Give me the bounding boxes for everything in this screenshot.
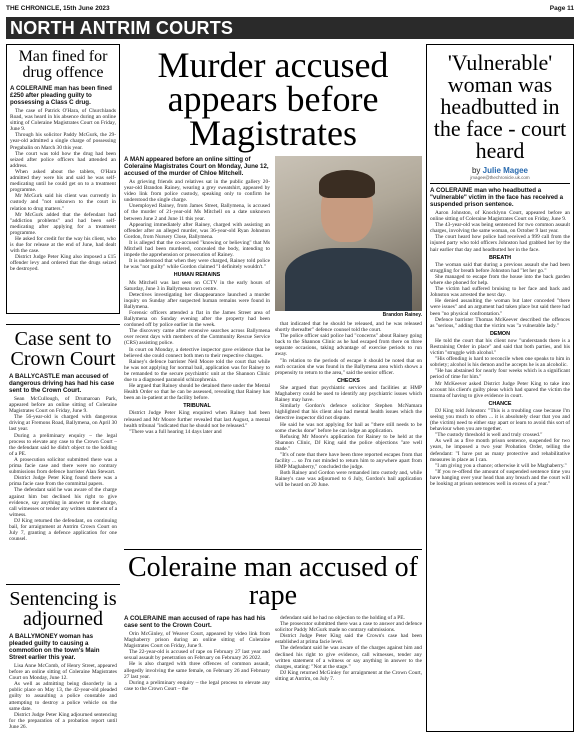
lede: A COLERAINE man has been fined £250 after pleading guilty to possessing a Class C drug.: [10, 85, 112, 106]
lede: A BALLYMONEY woman has pleaded guilty to causing a commotion on the town's Main Street earlier this year.: [9, 633, 100, 661]
paragraph: DJ King told Johnston: "This is a troubling case because I'm seeing you much to often ... it is absolutely clear that you and (the victim) need to either stay apart or learn to avoid this sort of behaviour when you are together.: [430, 407, 570, 433]
subheading: TRIBUNAL: [183, 403, 211, 410]
story-murder-accused: [124, 45, 422, 489]
paragraph: Similarly Gordon's defence solicitor Stephen McNamara highlighted that his client also had mental health issues which the detective inspector did not dispute.: [275, 403, 422, 422]
paragraph: "His offending is hard to reconcile when one speaks to him in sobriety; alcohol is his demon and he accepts he is an alcoholic.: [430, 356, 570, 369]
paragraph: "He has abstained for nearly four weeks which is a significant period of time for him.": [430, 368, 570, 381]
paragraph: The defendant said he was aware of the charge against him but declined his right to give evidence, say anything in answer to the charge, call witnesses or tender any written statement of a witness.: [9, 487, 117, 518]
article-body: [10, 108, 116, 273]
paragraph: "I am giving you a chance; otherwise it will be Maghaberry.": [435, 462, 567, 469]
defendant-photo: [275, 156, 422, 311]
subheading: DEMON: [489, 330, 511, 337]
paragraph: Detectives investigating her disappearance launched a murder inquiry on Sunday after suspected human remains were found in Ballymena.: [124, 291, 270, 310]
paragraph: Aaron Johnston, of Knocklynn Court, appeared before an online sitting of Coleraine Magistrates Court on Friday, June 9.: [430, 210, 570, 223]
story-headbutt: [426, 44, 574, 732]
paragraph: The 56-year-old is charged with dangerous driving at Fremons Road, Ballymena, on April 30 last year.: [9, 414, 117, 433]
article-body: [9, 663, 117, 730]
paragraph: "In relation to the periods of escape it should be noted that on each occasion she was found in the Ballymena area which shows a propensity to return to the area," said the senior officer.: [275, 357, 422, 376]
paragraph: The police officer said police had "concerns" about Rainey going back to the Shannon Clinic as he had escaped from there on three separate occasions, taking advantage of exercise periods to run away.: [275, 333, 422, 358]
paragraph: Orin McGinley, of Weaver Court, appeared by video link from Maghaberry prison during an online sitting of Coleraine Magistrates Court on Friday, June 9.: [124, 631, 270, 650]
paragraph: As well as admitting being disorderly in a public place on May 13, the 42-year-old pleaded guilty to assaulting a police constable and attempting to destroy a police vehicle on the same date.: [9, 681, 117, 712]
author-email[interactable]: jmagee@thechronicle.uk.com: [470, 175, 530, 180]
paragraph: The prosecutor submitted there was a case to answer and defence solicitor Paddy McGurk made no contrary submissions.: [275, 621, 422, 634]
paragraph: District Judge Peter King found there was a prima facie case from the committal papers.: [9, 475, 117, 488]
article-body: [9, 396, 117, 542]
article-body: [124, 631, 270, 692]
paragraph: He said he was not applying for bail as "there still needs to be some checks done" before he can lodge an application.: [275, 421, 422, 434]
paragraph: He is also charged with three offences of common assault, allegedly involving the same female, on February 26 and February 27 last year.: [124, 661, 270, 680]
story-crown-court: [6, 324, 120, 579]
column-right: [426, 44, 574, 733]
paragraph: The discovery came after extensive searches across Ballymena over recent days with members of the Community Rescue Service (CRS) assisting police.: [124, 328, 270, 347]
paragraph: "The custody threshold is well and truly crossed.": [435, 432, 543, 439]
headline: Man fined for drug offence: [18, 48, 108, 81]
photo-caption: Brandon Rainey.: [382, 312, 422, 318]
lede: A COLERAINE man accused of rape has had his case sent to the Crown Court.: [124, 615, 266, 629]
byline-prefix: by: [471, 166, 481, 175]
paragraph: District Judge Peter King adjourned sentencing for the preparation of a probation report until June 26.: [9, 711, 117, 730]
paragraph: Mr McKeever asked District Judge Peter King to take into account his client's guilty pleas which had spared the victim the trauma of having to give evidence in court.: [430, 380, 570, 399]
paragraph: Sean McCullough, of Drumaroan Park, appeared before an online sitting of Coleraine Magistrates Court on Friday, June 9.: [9, 396, 117, 415]
paragraph: "It's of note that there have been three reported escapes from that facility ... so I'm not minded to return him to anywhere apart from HMP Maghaberry," concluded the judge.: [275, 451, 422, 471]
paragraph: It is alleged that the co-accused "knowing or believing" that Ms Mitchell had been murdered, concealed the body, intending to impede the apprehension or prosecution of Rainey.: [124, 239, 270, 259]
paragraph: The defendant said he was aware of the charges against him and declined his right to give evidence, call witnesses, tender any written statement of a witness or say anything in answer to the charges, stating: "Not at the stage.": [275, 645, 422, 670]
headline: 'Vulnerable' woman was headbutted in the face - court heard: [433, 50, 567, 163]
paragraph: He denied assaulting the woman but later conceded "there were issues" and an argument had taken place but said there had been "no physical confrontation.": [430, 298, 570, 317]
paragraph: District Judge Peter King said the Crown's case had been established at prima facie level.: [275, 633, 422, 646]
lede: A MAN appeared before an online sitting of Coleraine Magistrates Court on Monday, June 12, accused of the murder of Chloe Mitchell.: [124, 156, 269, 177]
paragraph: A prosecution solicitor submitted there was a prima facie case and there were no contrary submissions from defence barrister Alan Stewart.: [9, 456, 117, 476]
byline-name: Julie Magee: [482, 166, 529, 175]
paragraph: The court was told how the drug had been seized after police officers had attended an address.: [10, 150, 116, 169]
paragraph: Forensic officers attended a flat in the James Street area of Ballymena on Sunday evening after the property had been cordoned off by police earlier in the week.: [124, 309, 270, 329]
story-drug-offence: [6, 44, 120, 314]
section-banner: NORTH ANTRIM COURTS: [6, 17, 574, 39]
paragraph: He told the court that his client now "understands there is a Restraining Order in place" and said that both parties, and his victim "struggle with alcohol.": [430, 337, 570, 357]
paragraph: defendant said he had no objection to the holding of a PE.: [280, 615, 405, 621]
paragraph: "If you re-offend the amount of suspended sentence time you have hanging over your head than any breach and the court will be looking at prison sentences well in excess of a year.": [430, 468, 570, 488]
paragraph: "There was a full hearing 14 days later and: [129, 428, 222, 435]
article-body: [124, 179, 270, 435]
subheading: CHANCE: [488, 400, 512, 407]
lede: A COLERAINE man who headbutted a "vulnerable" victim in the face has received a suspended prison sentence.: [430, 187, 564, 208]
paragraph: During a preliminary enquiry – the legal process to elevate any case to the Crown Court – the: [124, 679, 270, 692]
paragraph: It is understood that when they were charged, Rainey told police he was "not guilty" while Gordon claimed "I definitely wouldn't.": [124, 258, 270, 271]
paragraph: Unemployed Rainey, from James Street, Ballymena, is accused of the murder of 21-year-old Ms Mitchell on a date unknown between June 2 and June 11 this year.: [124, 203, 270, 222]
article-body: [430, 210, 570, 487]
paragraph: The court heard how police had received a 999 call from the injured party who told officers Johnston had grabbed her by the hair earlier that day and headbutted her in the face.: [430, 234, 570, 253]
paragraph: As well as a five month prison sentence, suspended for two years, he imposed a two year Probation Order, telling the defendant: "I have put as many protective and rehabilitative measures in place as I can.: [430, 438, 570, 463]
paragraph: He asked for credit for the way his client, who is due for release at the end of June, had dealt with the case.: [10, 235, 116, 255]
paragraph: She managed to escape from the house into the back garden where she phoned for help.: [430, 273, 570, 287]
paragraph: Appearing immediately after Rainey, charged with assisting an offender after an alleged murder, was 36-year-old Ryan Johnston Gordon, from Nursery Close, Ballymena.: [124, 221, 270, 240]
paragraph: Through his solicitor Paddy McGurk, the 29-year-old admitted a single charge of possessing Pregabalin on March 30 this year.: [10, 132, 116, 151]
lede: A BALLYCASTLE man accused of dangerous driving has had his case sent to the Crown Court.: [9, 373, 115, 394]
headline: Case sent to Crown Court: [10, 328, 116, 370]
masthead: [6, 2, 574, 14]
headline: Murder accused appears before Magistrates: [157, 45, 389, 153]
article-body: [275, 615, 422, 682]
paragraph: Refusing Mr Moore's application for Rainey to be held at the Shannon Clinic, DJ King said the police objections "are well made.": [275, 433, 422, 452]
paragraph: She argued that psychiatric services and facilities at HMP Maghaberry could be used to identify any psychiatric issues which Rainey may have.: [275, 384, 422, 404]
paragraph: Lisa Anne McComb, of Henry Street, appeared before an online sitting of Coleraine Magistrates Court on Monday, June 12.: [9, 663, 117, 682]
article-body: [275, 321, 422, 489]
column-center: [124, 44, 422, 733]
paragraph: During a preliminary enquiry – the legal process to elevate any case to the Crown Court – the defendant said he didn't object to the holding of a PE.: [9, 432, 117, 457]
masthead-page: Page 11: [549, 4, 574, 12]
byline: [430, 166, 570, 175]
masthead-paper: THE CHRONICLE, 15th June 2023: [6, 4, 110, 12]
paragraph: DJ King returned McGinley for arraignment at the Crown Court, sitting at Antrim, on July 7.: [275, 669, 422, 682]
subheading: BREATH: [488, 254, 512, 261]
paragraph: Rainey's defence barrister Neil Moore told the court that while he was not applying for normal bail, application was for Rainey to be remanded to the secure psychiatric unit at the Shannon Clinic due to a diagnosed paranoid schizophrenia.: [124, 358, 270, 383]
paragraph: The case of Patrick O'Hara, of Churchlands Road, was heard in his absence during an online sitting of Coleraine Magistrates Court on Friday, June 9.: [10, 108, 116, 133]
paragraph: The 22-year-old is accused of rape on February 27 last year and sexual assault by penetration on February on February 26 2022.: [124, 649, 270, 662]
paragraph: DJ King returned the defendant, on continuing bail, for arraignment at Antrim Crown Court on July 7, granting a defence application for one counsel.: [9, 517, 117, 543]
paragraph: As grieving friends and relatives sat in the public gallery 20-year-old Brandon Rainey, wearing a grey sweatshirt, appeared by video link from police custody, speaking only to confirm he understood the single charge.: [124, 179, 270, 204]
paragraph: The victim had suffered bruising to her face and back and Johnston was arrested the next day.: [430, 286, 570, 299]
headline: Sentencing is adjourned: [9, 588, 117, 630]
paragraph: The 43-year-old was being sentenced for two common assault charges, involving the same woman, on October 9 last year.: [430, 222, 570, 235]
paragraph: The woman said that during a previous assault she had been struggling for breath before Johnston had "let her go.": [430, 261, 570, 274]
paragraph: He argued that Rainey should be detained there under the Mental Health Order so that he can be assessed, revealing that Rainey has been an in-patient at the facility before.: [124, 383, 270, 402]
paragraph: that indicated that he should be released, and he was released shortly thereafter" defence counsel told the court.: [275, 321, 422, 334]
paragraph: Ms Mitchell was last seen on CCTV in the early hours of Saturday, June 3 in Ballymena town centre.: [124, 279, 270, 292]
column-left: [6, 44, 120, 733]
paragraph: Mr McGurk added that the defendant had "addiction problems" and had been self-medicating after applying for a treatment programme.: [10, 211, 116, 236]
subheading: HUMAN REMAINS: [173, 272, 221, 279]
story-rape-accused: [124, 549, 422, 692]
paragraph: District Judge Peter King enquired when Rainey had been released and Mr Moore further revealed that last August, a mental health tribunal "indicated that he should not be released.": [124, 410, 270, 429]
headline: Coleraine man accused of rape: [128, 552, 418, 611]
paragraph: Both Rainey and Gordon were remanded into custody and, while Rainey's case was adjourned to 6 July, Gordon's bail application will be heard on 20 June.: [275, 470, 422, 489]
story-sentencing: [6, 584, 120, 733]
paragraph: Defence barrister Thomas McKeever described the offences as "serious," adding that the victim was "a vulnerable lady.": [430, 316, 570, 329]
paragraph: District Judge Peter King also imposed a £15 offender levy and ordered that the drugs seized be destroyed.: [10, 254, 116, 273]
subheading: CHECKS: [337, 377, 360, 384]
paragraph: Mr McGurk said his client was currently in custody and "not unknown to the court in relation to drug matters.": [10, 193, 116, 212]
paragraph: When asked about the tablets, O'Hara admitted they were his and said he was self-medicating until he could get on to a treatment programme.: [10, 168, 116, 194]
paragraph: In court on Monday, a detective inspector gave evidence that he believed she could connect both men to their respective charges.: [124, 346, 270, 359]
